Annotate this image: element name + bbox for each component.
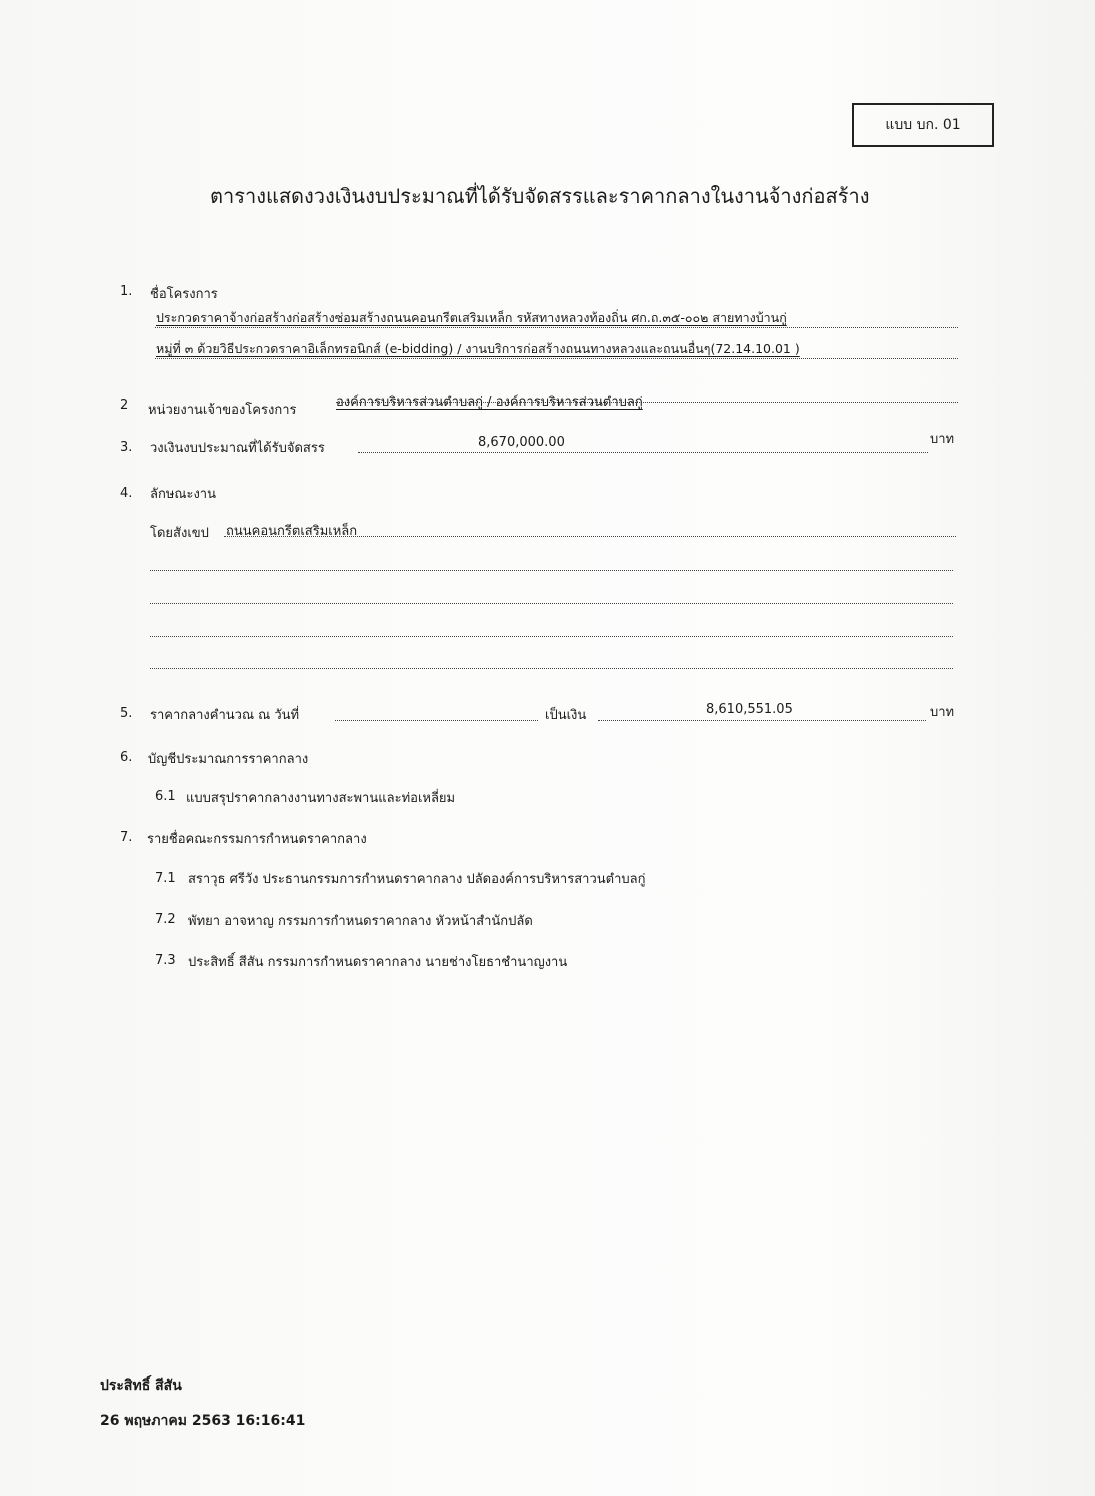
- section5-number: 5.: [120, 706, 133, 721]
- section1-project-line2: หมู่ที่ ๓ ด้วยวิธีประกวดราคาอิเล็กทรอนิกส์ (e-bidding) / งานบริการก่อสร้างถนนทางหลวงและถนนอื่นๆ(72.14.10.01 ): [156, 341, 800, 356]
- section3-dotted: [358, 452, 928, 453]
- section3-number: 3.: [120, 440, 133, 455]
- section4-summary-label: โดยสังเขป: [150, 526, 209, 541]
- signature-datetime: 26 พฤษภาคม 2563 16:16:41: [100, 1413, 306, 1429]
- section6-item1-number: 6.1: [155, 789, 176, 804]
- work-summary-value: ถนนคอนกรีตเสริมเหล็ก: [226, 524, 358, 539]
- committee-item1-text: สราวุธ ศรีวัง ประธานกรรมการกำหนดราคากลาง ปลัดองค์การบริหารสาวนตำบลกู่: [188, 872, 646, 887]
- section7-number: 7.: [120, 830, 133, 845]
- section4-blank-line-4: [150, 668, 953, 669]
- section2-number: 2: [120, 398, 129, 413]
- section1-project-line1: ประกวดราคาจ้างก่อสร้างก่อสร้างซ่อมสร้างถนนคอนกรีตเสริมเหล็ก รหัสทางหลวงท้องถิ่น ศก.ถ.๓๕-๐๐๒ สายทางบ้านกู่: [156, 310, 787, 325]
- section5-amount-label: เป็นเงิน: [545, 708, 587, 723]
- section5-label: ราคากลางคำนวณ ณ วันที่: [150, 708, 300, 723]
- signer-name: ประสิทธิ์ สีสัน: [100, 1378, 182, 1394]
- committee-item1-number: 7.1: [155, 871, 176, 886]
- committee-item3-text: ประสิทธิ์ สีสัน กรรมการกำหนดราคากลาง นายช่างโยธาชำนาญงาน: [188, 955, 568, 970]
- budget-amount: 8,670,000.00: [478, 435, 565, 450]
- section3-unit: บาท: [930, 432, 955, 447]
- section4-blank-line-1: [150, 570, 953, 571]
- median-price-amount: 8,610,551.05: [706, 702, 793, 717]
- section6-number: 6.: [120, 750, 133, 765]
- committee-item2-number: 7.2: [155, 912, 176, 927]
- section4-blank-line-3: [150, 636, 953, 637]
- section4-blank-line-2: [150, 603, 953, 604]
- section3-label: วงเงินงบประมาณที่ได้รับจัดสรร: [150, 441, 325, 456]
- section4-number: 4.: [120, 486, 133, 501]
- section7-label: รายชื่อคณะกรรมการกำหนดราคากลาง: [147, 832, 367, 847]
- section5-unit: บาท: [930, 705, 955, 720]
- section5-date-dotted: [335, 720, 538, 721]
- section6-label: บัญชีประมาณการราคากลาง: [148, 752, 309, 767]
- section6-item1-text: แบบสรุปราคากลางงานทางสะพานและท่อเหลี่ยม: [186, 791, 456, 806]
- form-code-box: แบบ บก. 01: [852, 103, 994, 147]
- section4-label: ลักษณะงาน: [150, 487, 216, 502]
- document-title: ตารางแสดงวงเงินงบประมาณที่ได้รับจัดสรรและราคากลางในงานจ้างก่อสร้าง: [210, 184, 870, 208]
- section5-amount-dotted: [598, 720, 926, 721]
- section2-label: หน่วยงานเจ้าของโครงการ: [148, 403, 297, 418]
- committee-item2-text: พัทยา อาจหาญ กรรมการกำหนดราคากลาง หัวหน้าสำนักปลัด: [188, 914, 533, 929]
- section1-label: ชื่อโครงการ: [150, 287, 218, 302]
- section1-number: 1.: [120, 284, 133, 299]
- committee-item3-number: 7.3: [155, 953, 176, 968]
- section2-owner-value: องค์การบริหารส่วนตำบลกู่ / องค์การบริหารส่วนตำบลกู่: [336, 395, 643, 410]
